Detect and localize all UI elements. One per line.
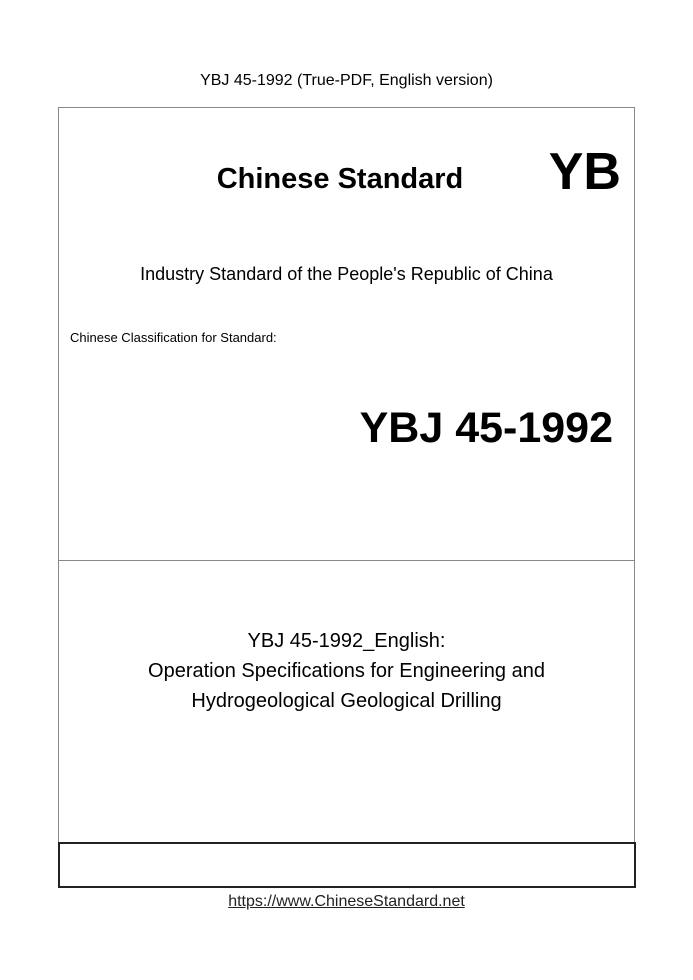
standard-number: YBJ 45-1992 [359, 404, 613, 452]
category-code: YB [548, 143, 621, 201]
classification-label: Chinese Classification for Standard: [70, 330, 277, 345]
page-header: YBJ 45-1992 (True-PDF, English version) [200, 72, 493, 89]
footer-link[interactable]: https://www.ChineseStandard.net [228, 893, 465, 910]
title-line: Hydrogeological Geological Drilling [191, 690, 502, 712]
cover-bottom-box [58, 842, 636, 888]
chinese-standard-heading: Chinese Standard [216, 163, 464, 195]
title-line: YBJ 45-1992_English: [247, 630, 446, 652]
industry-standard-line: Industry Standard of the People's Republic of China [140, 264, 553, 284]
title-line: Operation Specifications for Engineering and [148, 660, 545, 682]
standard-title [0, 626, 693, 716]
